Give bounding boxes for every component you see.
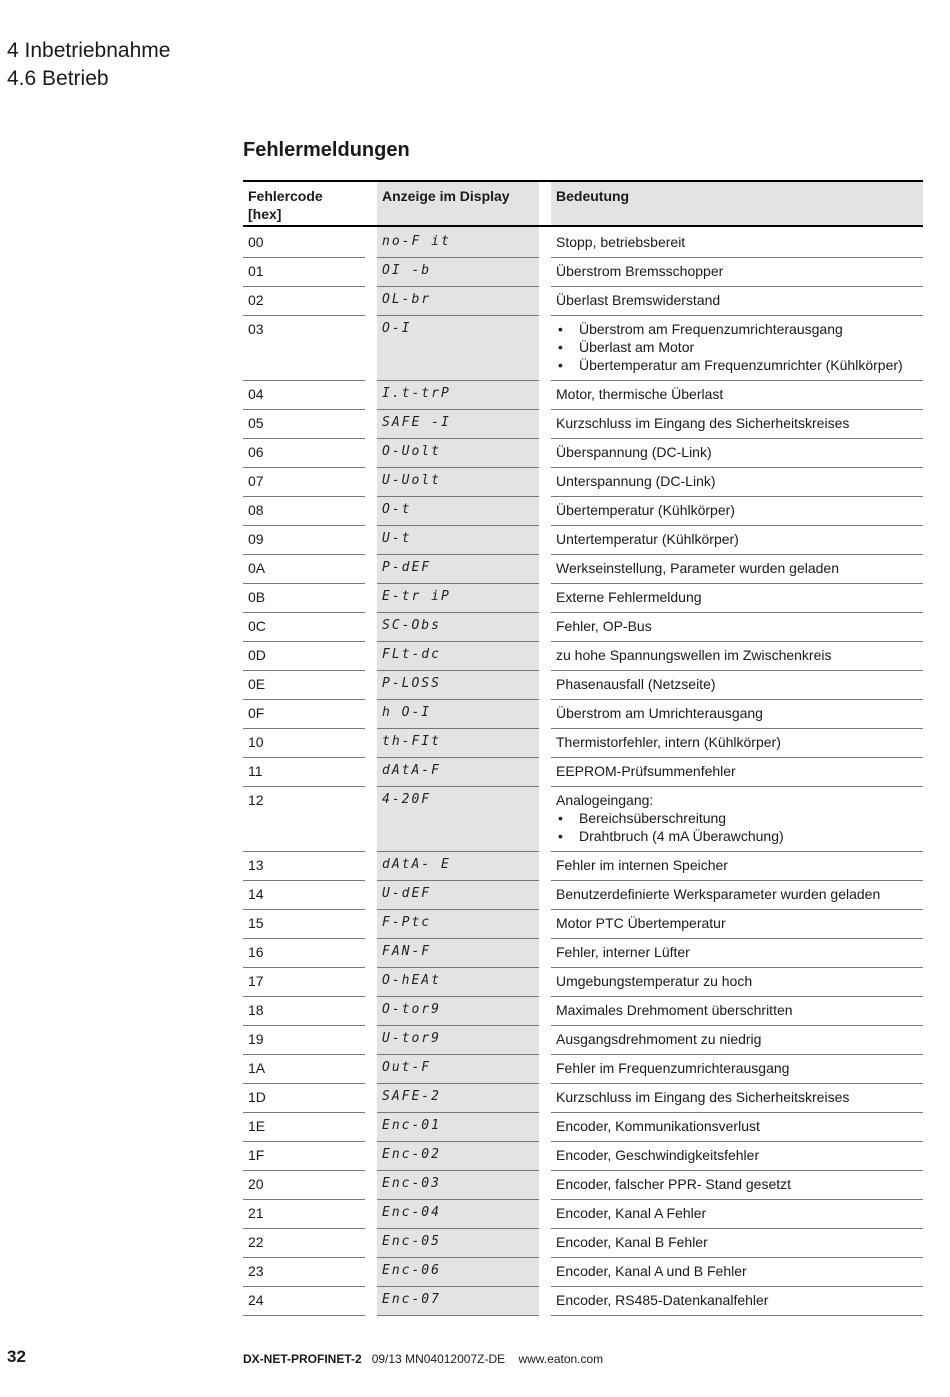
error-code-cell: 24 — [243, 1287, 365, 1316]
column-gap — [365, 526, 377, 555]
column-gap — [539, 410, 551, 439]
meaning-cell: Unterspannung (DC-Link) — [551, 468, 923, 497]
meaning-cell: Encoder, Kanal B Fehler — [551, 1229, 923, 1258]
error-code-cell: 18 — [243, 997, 365, 1026]
column-gap — [539, 316, 551, 381]
column-gap — [365, 381, 377, 410]
meaning-cell: Benutzerdefinierte Werksparameter wurden geladen — [551, 881, 923, 910]
error-code-cell: 0B — [243, 584, 365, 613]
chapter-heading: 4 Inbetriebnahme — [7, 39, 171, 62]
column-gap — [365, 1113, 377, 1142]
column-gap — [539, 287, 551, 316]
display-readout-cell: 4-20F — [377, 787, 539, 852]
display-readout-cell: I.t-trP — [377, 381, 539, 410]
column-gap — [365, 258, 377, 287]
error-code-cell: 1A — [243, 1055, 365, 1084]
display-readout-cell: O-Uolt — [377, 439, 539, 468]
column-gap — [539, 1084, 551, 1113]
column-header-display: Anzeige im Display — [377, 181, 539, 226]
meaning-cell: Stopp, betriebsbereit — [551, 226, 923, 258]
table-row — [243, 1287, 923, 1316]
column-gap — [539, 1258, 551, 1287]
column-gap — [365, 1142, 377, 1171]
column-gap — [539, 939, 551, 968]
meaning-cell: EEPROM-Prüfsummenfehler — [551, 758, 923, 787]
meaning-cell: Phasenausfall (Netzseite) — [551, 671, 923, 700]
display-readout-cell: U-dEF — [377, 881, 539, 910]
meaning-cell: Motor PTC Übertemperatur — [551, 910, 923, 939]
error-code-cell: 19 — [243, 1026, 365, 1055]
table-row — [243, 613, 923, 642]
error-code-cell: 20 — [243, 1171, 365, 1200]
table-row — [243, 1084, 923, 1113]
column-gap — [365, 287, 377, 316]
error-code-cell: 07 — [243, 468, 365, 497]
column-gap — [365, 852, 377, 881]
error-code-cell: 21 — [243, 1200, 365, 1229]
column-gap — [365, 1287, 377, 1316]
meaning-cell: zu hohe Spannungswellen im Zwischenkreis — [551, 642, 923, 671]
column-gap — [539, 852, 551, 881]
column-gap — [365, 555, 377, 584]
error-code-table — [243, 180, 923, 1316]
meaning-cell: Kurzschluss im Eingang des Sicherheitskreises — [551, 410, 923, 439]
footer-doc-info — [243, 1352, 603, 1366]
column-gap — [539, 497, 551, 526]
display-readout-cell: U-t — [377, 526, 539, 555]
meaning-cell: Überstrom Bremsschopper — [551, 258, 923, 287]
column-gap — [539, 758, 551, 787]
column-gap — [365, 997, 377, 1026]
display-readout-cell: U-tor9 — [377, 1026, 539, 1055]
table-header-row — [243, 181, 923, 226]
display-readout-cell: F-Ptc — [377, 910, 539, 939]
error-code-cell: 0F — [243, 700, 365, 729]
display-readout-cell: FAN-F — [377, 939, 539, 968]
table-row — [243, 997, 923, 1026]
column-gap — [365, 671, 377, 700]
column-gap — [539, 642, 551, 671]
display-readout-cell: Enc-04 — [377, 1200, 539, 1229]
table-row — [243, 968, 923, 997]
meaning-cell: Überstrom am Umrichterausgang — [551, 700, 923, 729]
table-row — [243, 316, 923, 381]
display-readout-cell: h O-I — [377, 700, 539, 729]
column-gap — [539, 226, 551, 258]
error-code-cell: 0E — [243, 671, 365, 700]
error-code-cell: 13 — [243, 852, 365, 881]
display-readout-cell: th-FIt — [377, 729, 539, 758]
table-row — [243, 939, 923, 968]
meaning-cell: Übertemperatur (Kühlkörper) — [551, 497, 923, 526]
table-row — [243, 671, 923, 700]
column-gap — [539, 1055, 551, 1084]
column-gap — [539, 181, 551, 226]
footer-doc-name: DX-NET-PROFINET-2 — [243, 1352, 362, 1366]
table-row — [243, 1026, 923, 1055]
column-gap — [539, 468, 551, 497]
display-readout-cell: P-dEF — [377, 555, 539, 584]
page-title: Fehlermeldungen — [243, 139, 410, 161]
table-row — [243, 497, 923, 526]
column-gap — [539, 787, 551, 852]
section-heading: 4.6 Betrieb — [7, 67, 109, 90]
meaning-bullet-list — [556, 809, 918, 845]
column-gap — [539, 258, 551, 287]
display-readout-cell: SAFE-2 — [377, 1084, 539, 1113]
column-gap — [365, 700, 377, 729]
display-readout-cell: Enc-02 — [377, 1142, 539, 1171]
column-gap — [539, 584, 551, 613]
column-gap — [365, 1055, 377, 1084]
table-row — [243, 439, 923, 468]
error-code-cell: 0D — [243, 642, 365, 671]
error-code-cell: 1F — [243, 1142, 365, 1171]
column-gap — [365, 1200, 377, 1229]
error-code-cell: 15 — [243, 910, 365, 939]
table-row — [243, 1229, 923, 1258]
column-gap — [539, 671, 551, 700]
meaning-cell: Encoder, RS485-Datenkanalfehler — [551, 1287, 923, 1316]
column-gap — [539, 439, 551, 468]
column-gap — [539, 1113, 551, 1142]
table-row — [243, 381, 923, 410]
display-readout-cell: Enc-01 — [377, 1113, 539, 1142]
table-row — [243, 729, 923, 758]
table-row — [243, 468, 923, 497]
column-gap — [365, 584, 377, 613]
table-row — [243, 555, 923, 584]
meaning-cell: Encoder, Kanal A und B Fehler — [551, 1258, 923, 1287]
error-code-cell: 11 — [243, 758, 365, 787]
table-row — [243, 410, 923, 439]
table-row — [243, 287, 923, 316]
display-readout-cell: O-I — [377, 316, 539, 381]
table-row — [243, 787, 923, 852]
table-row — [243, 258, 923, 287]
table-row — [243, 1142, 923, 1171]
footer-website: www.eaton.com — [518, 1352, 604, 1366]
error-code-cell: 02 — [243, 287, 365, 316]
meaning-cell: Encoder, Kanal A Fehler — [551, 1200, 923, 1229]
display-readout-cell: Enc-07 — [377, 1287, 539, 1316]
column-gap — [539, 381, 551, 410]
error-code-cell: 23 — [243, 1258, 365, 1287]
column-gap — [365, 497, 377, 526]
table-row — [243, 700, 923, 729]
display-readout-cell: Enc-06 — [377, 1258, 539, 1287]
column-header-meaning: Bedeutung — [551, 181, 923, 226]
column-gap — [539, 1287, 551, 1316]
error-code-cell: 10 — [243, 729, 365, 758]
column-gap — [365, 1026, 377, 1055]
display-readout-cell: FLt-dc — [377, 642, 539, 671]
display-readout-cell: Enc-05 — [377, 1229, 539, 1258]
error-code-cell: 1D — [243, 1084, 365, 1113]
display-readout-cell: P-LOSS — [377, 671, 539, 700]
column-gap — [365, 881, 377, 910]
meaning-cell: Encoder, falscher PPR- Stand gesetzt — [551, 1171, 923, 1200]
meaning-cell: Fehler, interner Lüfter — [551, 939, 923, 968]
error-code-cell: 06 — [243, 439, 365, 468]
column-gap — [539, 613, 551, 642]
display-readout-cell: O-t — [377, 497, 539, 526]
meaning-cell: Überlast Bremswiderstand — [551, 287, 923, 316]
table-row — [243, 1200, 923, 1229]
meaning-cell: Fehler, OP-Bus — [551, 613, 923, 642]
column-gap — [539, 526, 551, 555]
meaning-cell: Thermistorfehler, intern (Kühlkörper) — [551, 729, 923, 758]
column-gap — [539, 1200, 551, 1229]
display-readout-cell: no-F it — [377, 226, 539, 258]
meaning-cell: Externe Fehlermeldung — [551, 584, 923, 613]
error-code-cell: 16 — [243, 939, 365, 968]
column-gap — [365, 910, 377, 939]
error-code-cell: 04 — [243, 381, 365, 410]
column-gap — [539, 729, 551, 758]
error-code-cell: 1E — [243, 1113, 365, 1142]
meaning-cell: Überspannung (DC-Link) — [551, 439, 923, 468]
display-readout-cell: Out-F — [377, 1055, 539, 1084]
table-row — [243, 1055, 923, 1084]
column-gap — [539, 1229, 551, 1258]
table-row — [243, 226, 923, 258]
meaning-cell: Maximales Drehmoment überschritten — [551, 997, 923, 1026]
column-gap — [365, 613, 377, 642]
meaning-cell: Untertemperatur (Kühlkörper) — [551, 526, 923, 555]
column-gap — [365, 968, 377, 997]
error-code-cell: 03 — [243, 316, 365, 381]
error-code-cell: 01 — [243, 258, 365, 287]
column-gap — [365, 1258, 377, 1287]
meaning-bullet-item: • Überlast am Motor — [556, 338, 918, 356]
meaning-cell — [551, 316, 923, 381]
table-row — [243, 852, 923, 881]
meaning-cell: Werkseinstellung, Parameter wurden geladen — [551, 555, 923, 584]
column-gap — [539, 968, 551, 997]
meaning-cell: Encoder, Geschwindigkeitsfehler — [551, 1142, 923, 1171]
column-header-code: Fehlercode [hex] — [243, 181, 365, 226]
error-code-cell: 22 — [243, 1229, 365, 1258]
display-readout-cell: dAtA-F — [377, 758, 539, 787]
table-row — [243, 910, 923, 939]
display-readout-cell: Enc-03 — [377, 1171, 539, 1200]
display-readout-cell: O-tor9 — [377, 997, 539, 1026]
table-row — [243, 642, 923, 671]
display-readout-cell: O-hEAt — [377, 968, 539, 997]
meaning-intro: Analogeingang: — [556, 792, 654, 808]
column-gap — [539, 997, 551, 1026]
error-code-cell: 05 — [243, 410, 365, 439]
column-gap — [365, 787, 377, 852]
table-row — [243, 1171, 923, 1200]
column-gap — [365, 729, 377, 758]
meaning-bullet-item: • Übertemperatur am Frequenzumrichter (Kühlkörper) — [556, 356, 918, 374]
column-gap — [539, 555, 551, 584]
meaning-cell — [551, 787, 923, 852]
column-gap — [365, 410, 377, 439]
meaning-cell: Fehler im internen Speicher — [551, 852, 923, 881]
column-gap — [365, 1229, 377, 1258]
error-code-cell: 0C — [243, 613, 365, 642]
column-gap — [365, 439, 377, 468]
meaning-cell: Motor, thermische Überlast — [551, 381, 923, 410]
error-code-cell: 0A — [243, 555, 365, 584]
table-body — [243, 226, 923, 1316]
meaning-bullet-item: • Drahtbruch (4 mA Überawchung) — [556, 827, 918, 845]
column-gap — [365, 181, 377, 226]
meaning-cell: Fehler im Frequenzumrichterausgang — [551, 1055, 923, 1084]
display-readout-cell: SC-Obs — [377, 613, 539, 642]
table-row — [243, 1258, 923, 1287]
display-readout-cell: E-tr iP — [377, 584, 539, 613]
meaning-cell: Encoder, Kommunikationsverlust — [551, 1113, 923, 1142]
error-code-cell: 12 — [243, 787, 365, 852]
footer-doc-ref: 09/13 MN04012007Z-DE — [371, 1352, 506, 1366]
meaning-cell: Kurzschluss im Eingang des Sicherheitskreises — [551, 1084, 923, 1113]
column-gap — [539, 910, 551, 939]
display-readout-cell: OI -b — [377, 258, 539, 287]
error-code-cell: 17 — [243, 968, 365, 997]
error-code-cell: 09 — [243, 526, 365, 555]
table-row — [243, 584, 923, 613]
meaning-cell: Umgebungstemperatur zu hoch — [551, 968, 923, 997]
table-row — [243, 1113, 923, 1142]
column-gap — [365, 758, 377, 787]
error-code-cell: 00 — [243, 226, 365, 258]
display-readout-cell: dAtA- E — [377, 852, 539, 881]
column-gap — [539, 1171, 551, 1200]
column-gap — [365, 939, 377, 968]
meaning-bullet-item: • Bereichsüberschreitung — [556, 809, 918, 827]
column-gap — [365, 226, 377, 258]
column-gap — [539, 700, 551, 729]
column-gap — [365, 642, 377, 671]
meaning-bullet-list — [556, 320, 918, 374]
column-gap — [365, 1084, 377, 1113]
page-number: 32 — [7, 1347, 26, 1366]
column-gap — [539, 1026, 551, 1055]
column-gap — [365, 316, 377, 381]
table-row — [243, 758, 923, 787]
display-readout-cell: OL-br — [377, 287, 539, 316]
table-row — [243, 881, 923, 910]
table-row — [243, 526, 923, 555]
column-gap — [539, 881, 551, 910]
meaning-cell: Ausgangsdrehmoment zu niedrig — [551, 1026, 923, 1055]
error-code-cell: 14 — [243, 881, 365, 910]
meaning-bullet-item: • Überstrom am Frequenzumrichterausgang — [556, 320, 918, 338]
column-gap — [365, 468, 377, 497]
display-readout-cell: U-Uolt — [377, 468, 539, 497]
display-readout-cell: SAFE -I — [377, 410, 539, 439]
column-gap — [365, 1171, 377, 1200]
column-gap — [539, 1142, 551, 1171]
error-code-cell: 08 — [243, 497, 365, 526]
